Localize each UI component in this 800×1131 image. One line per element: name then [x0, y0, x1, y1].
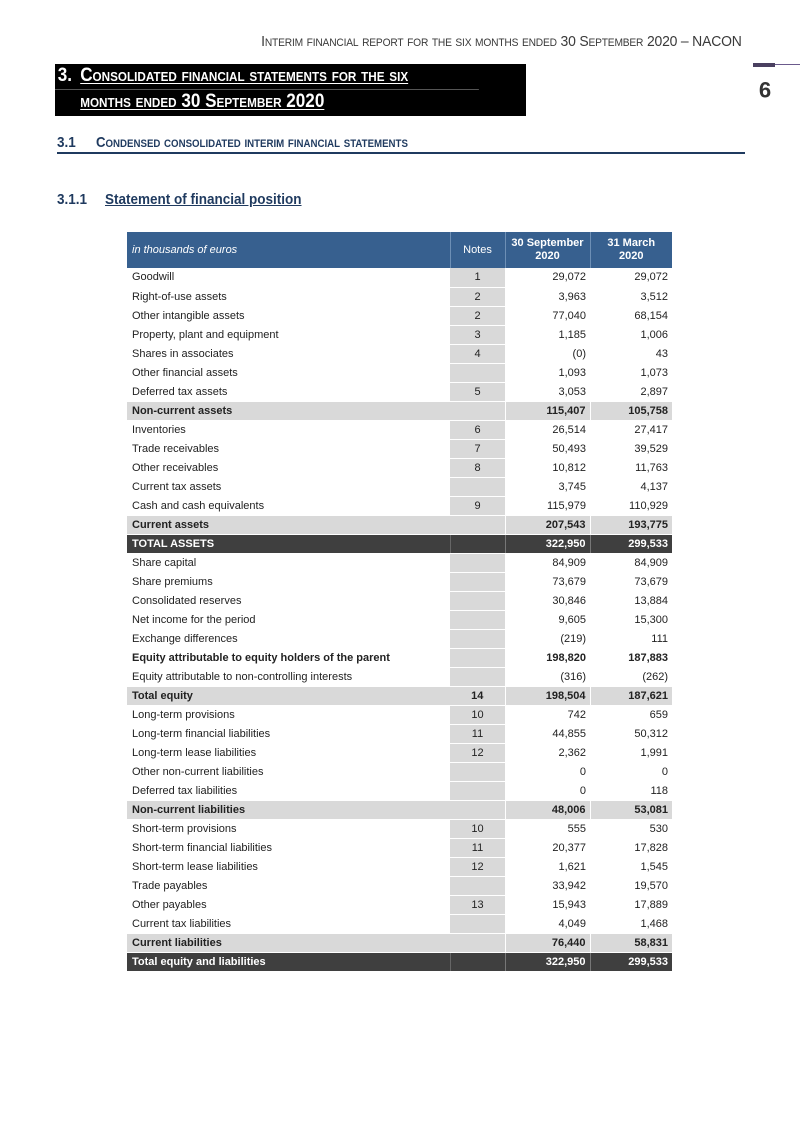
row-value-30-sep-2020: (0) [505, 344, 590, 363]
row-notes: 12 [450, 857, 505, 876]
row-label: Net income for the period [127, 610, 450, 629]
chapter-title-line-2 [55, 90, 479, 116]
row-label: Long-term provisions [127, 705, 450, 724]
row-value-30-sep-2020: 30,846 [505, 591, 590, 610]
row-value-31-mar-2020: 50,312 [590, 724, 672, 743]
row-value-30-sep-2020: 84,909 [505, 553, 590, 572]
row-value-30-sep-2020: 1,093 [505, 363, 590, 382]
row-value-30-sep-2020: 2,362 [505, 743, 590, 762]
row-value-31-mar-2020: 53,081 [590, 800, 672, 819]
table-total-row [127, 952, 672, 971]
row-value-30-sep-2020: 115,979 [505, 496, 590, 515]
row-notes: 11 [450, 724, 505, 743]
row-label: Equity attributable to equity holders of the parent [127, 648, 450, 667]
row-label: Trade payables [127, 876, 450, 895]
row-notes: 1 [450, 268, 505, 287]
table-subtotal-row [127, 401, 672, 420]
row-value-31-mar-2020: 299,533 [590, 952, 672, 971]
table-row [127, 306, 672, 325]
row-value-31-mar-2020: 659 [590, 705, 672, 724]
row-value-30-sep-2020: 3,963 [505, 287, 590, 306]
row-value-30-sep-2020: 44,855 [505, 724, 590, 743]
row-notes [450, 667, 505, 686]
table-row [127, 705, 672, 724]
header-notes: Notes [450, 232, 505, 268]
table-row [127, 781, 672, 800]
chapter-title-text-2: months ended 30 September 2020 [80, 91, 325, 112]
table-row [127, 458, 672, 477]
row-value-31-mar-2020: 0 [590, 762, 672, 781]
row-notes: 12 [450, 743, 505, 762]
row-label: Total equity [127, 686, 450, 705]
table-subtotal-row [127, 686, 672, 705]
row-value-31-mar-2020: 4,137 [590, 477, 672, 496]
row-value-30-sep-2020: 73,679 [505, 572, 590, 591]
row-notes [450, 933, 505, 952]
row-value-31-mar-2020: 15,300 [590, 610, 672, 629]
row-label: Non-current liabilities [127, 800, 450, 819]
row-label: Other non-current liabilities [127, 762, 450, 781]
row-value-30-sep-2020: 26,514 [505, 420, 590, 439]
row-value-31-mar-2020: 29,072 [590, 268, 672, 287]
row-value-30-sep-2020: 50,493 [505, 439, 590, 458]
row-notes [450, 800, 505, 819]
row-label: Short-term financial liabilities [127, 838, 450, 857]
row-value-31-mar-2020: 1,468 [590, 914, 672, 933]
row-value-30-sep-2020: 1,621 [505, 857, 590, 876]
chapter-title-block [55, 64, 526, 116]
table-row [127, 439, 672, 458]
table-header-row [127, 232, 672, 268]
row-value-31-mar-2020: 193,775 [590, 515, 672, 534]
section-heading [57, 134, 745, 154]
table-row [127, 325, 672, 344]
table-row [127, 819, 672, 838]
row-value-31-mar-2020: 68,154 [590, 306, 672, 325]
row-notes: 7 [450, 439, 505, 458]
table-row [127, 553, 672, 572]
table-subtotal-row [127, 800, 672, 819]
row-notes: 9 [450, 496, 505, 515]
row-notes: 5 [450, 382, 505, 401]
row-notes: 3 [450, 325, 505, 344]
header-30-september-2020: 30 September 2020 [505, 232, 590, 268]
table-row [127, 344, 672, 363]
row-value-30-sep-2020: 0 [505, 762, 590, 781]
table-row [127, 496, 672, 515]
row-label: Total equity and liabilities [127, 952, 450, 971]
row-value-30-sep-2020: 198,504 [505, 686, 590, 705]
row-label: TOTAL ASSETS [127, 534, 450, 553]
row-label: Shares in associates [127, 344, 450, 363]
table-row [127, 838, 672, 857]
table-row [127, 572, 672, 591]
row-notes [450, 591, 505, 610]
row-value-31-mar-2020: 17,889 [590, 895, 672, 914]
row-value-31-mar-2020: 110,929 [590, 496, 672, 515]
row-value-30-sep-2020: 29,072 [505, 268, 590, 287]
row-value-30-sep-2020: (316) [505, 667, 590, 686]
row-value-31-mar-2020: 73,679 [590, 572, 672, 591]
table-row [127, 667, 672, 686]
row-notes: 13 [450, 895, 505, 914]
row-notes: 6 [450, 420, 505, 439]
row-notes [450, 363, 505, 382]
row-label: Goodwill [127, 268, 450, 287]
row-value-30-sep-2020: 742 [505, 705, 590, 724]
row-label: Other financial assets [127, 363, 450, 382]
table-row [127, 895, 672, 914]
row-value-31-mar-2020: 17,828 [590, 838, 672, 857]
financial-position-table [127, 232, 672, 972]
row-value-31-mar-2020: 1,073 [590, 363, 672, 382]
row-value-31-mar-2020: 118 [590, 781, 672, 800]
row-value-31-mar-2020: 187,883 [590, 648, 672, 667]
row-value-30-sep-2020: 76,440 [505, 933, 590, 952]
row-label: Equity attributable to non-controlling interests [127, 667, 450, 686]
section-title: Condensed consolidated interim financial statements [96, 134, 408, 151]
row-label: Share premiums [127, 572, 450, 591]
table-row [127, 420, 672, 439]
table-row [127, 363, 672, 382]
row-value-31-mar-2020: 43 [590, 344, 672, 363]
row-notes [450, 781, 505, 800]
row-value-31-mar-2020: (262) [590, 667, 672, 686]
row-value-31-mar-2020: 27,417 [590, 420, 672, 439]
row-notes [450, 952, 505, 971]
table-row [127, 610, 672, 629]
row-value-30-sep-2020: 322,950 [505, 534, 590, 553]
row-label: Trade receivables [127, 439, 450, 458]
row-notes: 2 [450, 306, 505, 325]
row-label: Long-term lease liabilities [127, 743, 450, 762]
row-label: Other receivables [127, 458, 450, 477]
row-value-31-mar-2020: 299,533 [590, 534, 672, 553]
row-value-31-mar-2020: 1,991 [590, 743, 672, 762]
row-value-30-sep-2020: 555 [505, 819, 590, 838]
row-value-31-mar-2020: 111 [590, 629, 672, 648]
side-tab-marker [753, 63, 775, 67]
row-value-31-mar-2020: 530 [590, 819, 672, 838]
table-row [127, 382, 672, 401]
row-notes [450, 610, 505, 629]
row-notes [450, 629, 505, 648]
header-unit-label: in thousands of euros [127, 232, 450, 268]
row-value-31-mar-2020: 11,763 [590, 458, 672, 477]
row-value-31-mar-2020: 2,897 [590, 382, 672, 401]
row-label: Share capital [127, 553, 450, 572]
row-value-30-sep-2020: 207,543 [505, 515, 590, 534]
row-value-30-sep-2020: 3,745 [505, 477, 590, 496]
row-value-30-sep-2020: 1,185 [505, 325, 590, 344]
table-row [127, 591, 672, 610]
chapter-number: 3. [57, 65, 72, 86]
row-label: Exchange differences [127, 629, 450, 648]
table-row [127, 648, 672, 667]
table-row [127, 743, 672, 762]
side-tab-chapter-number: 9 [758, 77, 772, 102]
row-label: Cash and cash equivalents [127, 496, 450, 515]
row-value-30-sep-2020: 20,377 [505, 838, 590, 857]
row-notes [450, 762, 505, 781]
row-notes [450, 876, 505, 895]
table-total-row [127, 534, 672, 553]
row-notes: 8 [450, 458, 505, 477]
row-label: Current tax assets [127, 477, 450, 496]
row-notes [450, 477, 505, 496]
table-subtotal-row [127, 933, 672, 952]
row-notes [450, 648, 505, 667]
row-notes [450, 534, 505, 553]
row-value-31-mar-2020: 19,570 [590, 876, 672, 895]
row-label: Long-term financial liabilities [127, 724, 450, 743]
row-value-30-sep-2020: 10,812 [505, 458, 590, 477]
running-header: Interim financial report for the six months ended 30 September 2020 – NACON [261, 33, 742, 50]
table-row [127, 762, 672, 781]
table-row [127, 876, 672, 895]
row-label: Property, plant and equipment [127, 325, 450, 344]
row-value-31-mar-2020: 1,545 [590, 857, 672, 876]
row-value-30-sep-2020: 9,605 [505, 610, 590, 629]
row-value-31-mar-2020: 187,621 [590, 686, 672, 705]
table-row [127, 268, 672, 287]
row-notes: 2 [450, 287, 505, 306]
row-value-31-mar-2020: 13,884 [590, 591, 672, 610]
row-value-31-mar-2020: 105,758 [590, 401, 672, 420]
row-value-30-sep-2020: 198,820 [505, 648, 590, 667]
row-label: Current tax liabilities [127, 914, 450, 933]
table-body [127, 268, 672, 971]
row-notes [450, 515, 505, 534]
row-label: Other intangible assets [127, 306, 450, 325]
row-value-31-mar-2020: 1,006 [590, 325, 672, 344]
table-row [127, 724, 672, 743]
row-value-30-sep-2020: 115,407 [505, 401, 590, 420]
row-value-30-sep-2020: (219) [505, 629, 590, 648]
header-31-march-2020: 31 March 2020 [590, 232, 672, 268]
chapter-title-text-1: Consolidated financial statements for the six [80, 65, 409, 86]
row-notes [450, 914, 505, 933]
subsection-title: Statement of financial position [105, 191, 302, 208]
row-label: Other payables [127, 895, 450, 914]
table-row [127, 477, 672, 496]
section-number: 3.1 [57, 134, 76, 151]
row-notes: 10 [450, 819, 505, 838]
row-value-30-sep-2020: 322,950 [505, 952, 590, 971]
subsection-number: 3.1.1 [57, 191, 88, 208]
row-notes: 11 [450, 838, 505, 857]
row-label: Inventories [127, 420, 450, 439]
row-label: Right-of-use assets [127, 287, 450, 306]
row-label: Deferred tax liabilities [127, 781, 450, 800]
row-value-31-mar-2020: 39,529 [590, 439, 672, 458]
row-notes [450, 401, 505, 420]
row-value-31-mar-2020: 58,831 [590, 933, 672, 952]
row-notes [450, 553, 505, 572]
row-label: Consolidated reserves [127, 591, 450, 610]
row-value-31-mar-2020: 3,512 [590, 287, 672, 306]
row-label: Non-current assets [127, 401, 450, 420]
row-notes: 10 [450, 705, 505, 724]
chapter-title-line-1 [55, 64, 479, 90]
row-label: Current assets [127, 515, 450, 534]
table-row [127, 629, 672, 648]
table-row [127, 287, 672, 306]
row-value-30-sep-2020: 15,943 [505, 895, 590, 914]
row-value-30-sep-2020: 3,053 [505, 382, 590, 401]
row-value-31-mar-2020: 84,909 [590, 553, 672, 572]
row-label: Deferred tax assets [127, 382, 450, 401]
row-label: Short-term lease liabilities [127, 857, 450, 876]
row-notes [450, 572, 505, 591]
row-value-30-sep-2020: 33,942 [505, 876, 590, 895]
table-subtotal-row [127, 515, 672, 534]
row-value-30-sep-2020: 77,040 [505, 306, 590, 325]
row-label: Short-term provisions [127, 819, 450, 838]
table-row [127, 914, 672, 933]
row-value-30-sep-2020: 0 [505, 781, 590, 800]
table-row [127, 857, 672, 876]
row-value-30-sep-2020: 4,049 [505, 914, 590, 933]
row-notes: 14 [450, 686, 505, 705]
row-label: Current liabilities [127, 933, 450, 952]
row-notes: 4 [450, 344, 505, 363]
row-value-30-sep-2020: 48,006 [505, 800, 590, 819]
